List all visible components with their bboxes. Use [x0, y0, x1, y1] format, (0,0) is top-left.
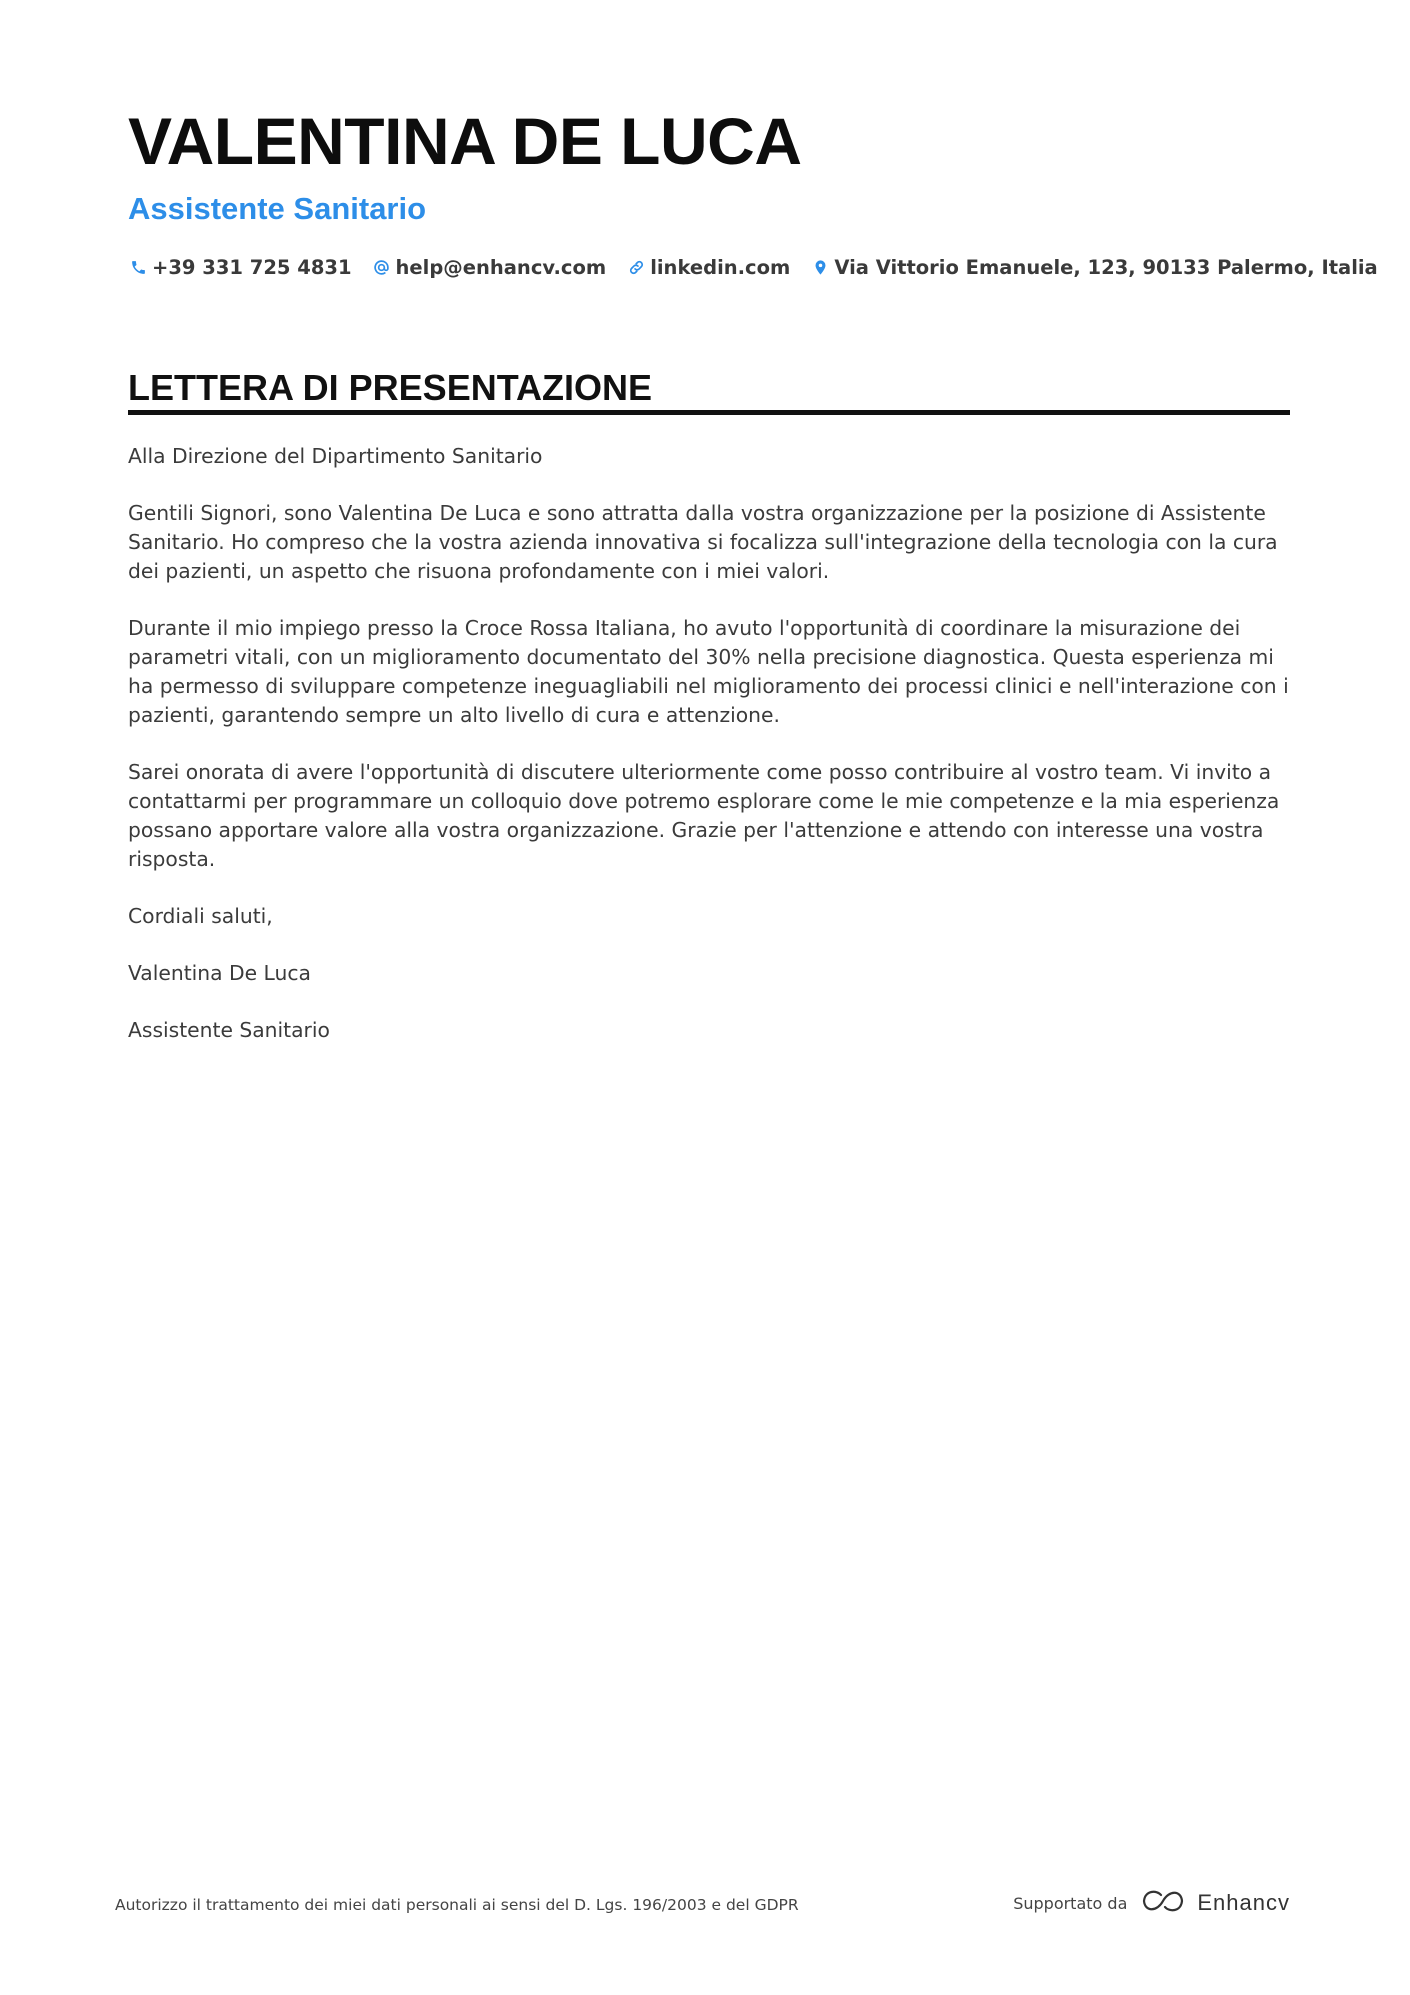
contact-address-text: Via Vittorio Emanuele, 123, 90133 Palermo, Italia	[834, 256, 1378, 279]
letter-closing: Cordiali saluti,	[128, 904, 273, 928]
powered-label: Supportato da	[1013, 1893, 1128, 1913]
letter-recipient: Alla Direzione del Dipartimento Sanitario	[128, 444, 543, 468]
contact-address	[810, 256, 1377, 279]
contact-phone[interactable]	[128, 256, 352, 279]
location-pin-icon	[810, 258, 830, 278]
contact-email-text: help@enhancv.com	[395, 256, 607, 279]
phone-icon	[128, 258, 148, 278]
at-icon	[372, 258, 392, 278]
letter-paragraph: Durante il mio impiego presso la Croce Rossa Italiana, ho avuto l'opportunità di coordinare la misurazione dei parametri vitali, con un miglioramento documentato del 30% nella precisione diagnostica. Questa esperienza mi ha permesso di sviluppare competenze ineguagliabili nel miglioramento dei processi clinici e nell'interazione con i pazienti, garantendo sempre un alto livello di cura e attenzione.	[128, 616, 1289, 727]
contact-bar	[128, 256, 1398, 279]
section-title: LETTERA DI PRESENTAZIONE	[128, 367, 653, 408]
contact-linkedin-text: linkedin.com	[650, 256, 791, 279]
letter-body	[128, 442, 1290, 1073]
letter-paragraph: Sarei onorata di avere l'opportunità di discutere ulteriormente come posso contribuire al vostro team. Vi invito a contattarmi per programmare un colloquio dove potremo esplorare come le mie competenze e la mia esperienza possano apportare valore alla vostra organizzazione. Grazie per l'attenzione e attendo con interesse una vostra risposta.	[128, 760, 1280, 871]
section-divider	[128, 410, 1290, 415]
signature-role: Assistente Sanitario	[128, 1018, 330, 1042]
letter-paragraph: Gentili Signori, sono Valentina De Luca e sono attratta dalla vostra organizzazione per la posizione di Assistente Sanitario. Ho compreso che la vostra azienda innovativa si focalizza sull'integrazione della tecnologia con la cura dei pazienti, un aspetto che risuona profondamente con i miei valori.	[128, 501, 1278, 583]
powered-by[interactable]	[1013, 1887, 1290, 1919]
signature-name: Valentina De Luca	[128, 961, 311, 985]
privacy-note: Autorizzo il trattamento dei miei dati personali ai sensi del D. Lgs. 196/2003 e del GDPR	[115, 1896, 799, 1914]
enhancv-logo-icon	[1139, 1887, 1197, 1919]
contact-linkedin[interactable]	[626, 256, 790, 279]
link-icon	[626, 258, 646, 278]
candidate-name: VALENTINA DE LUCA	[128, 104, 802, 178]
brand-name: Enhancv	[1197, 1890, 1290, 1915]
contact-phone-text: +39 331 725 4831	[152, 256, 352, 279]
contact-email[interactable]	[372, 256, 607, 279]
candidate-role: Assistente Sanitario	[128, 191, 427, 226]
